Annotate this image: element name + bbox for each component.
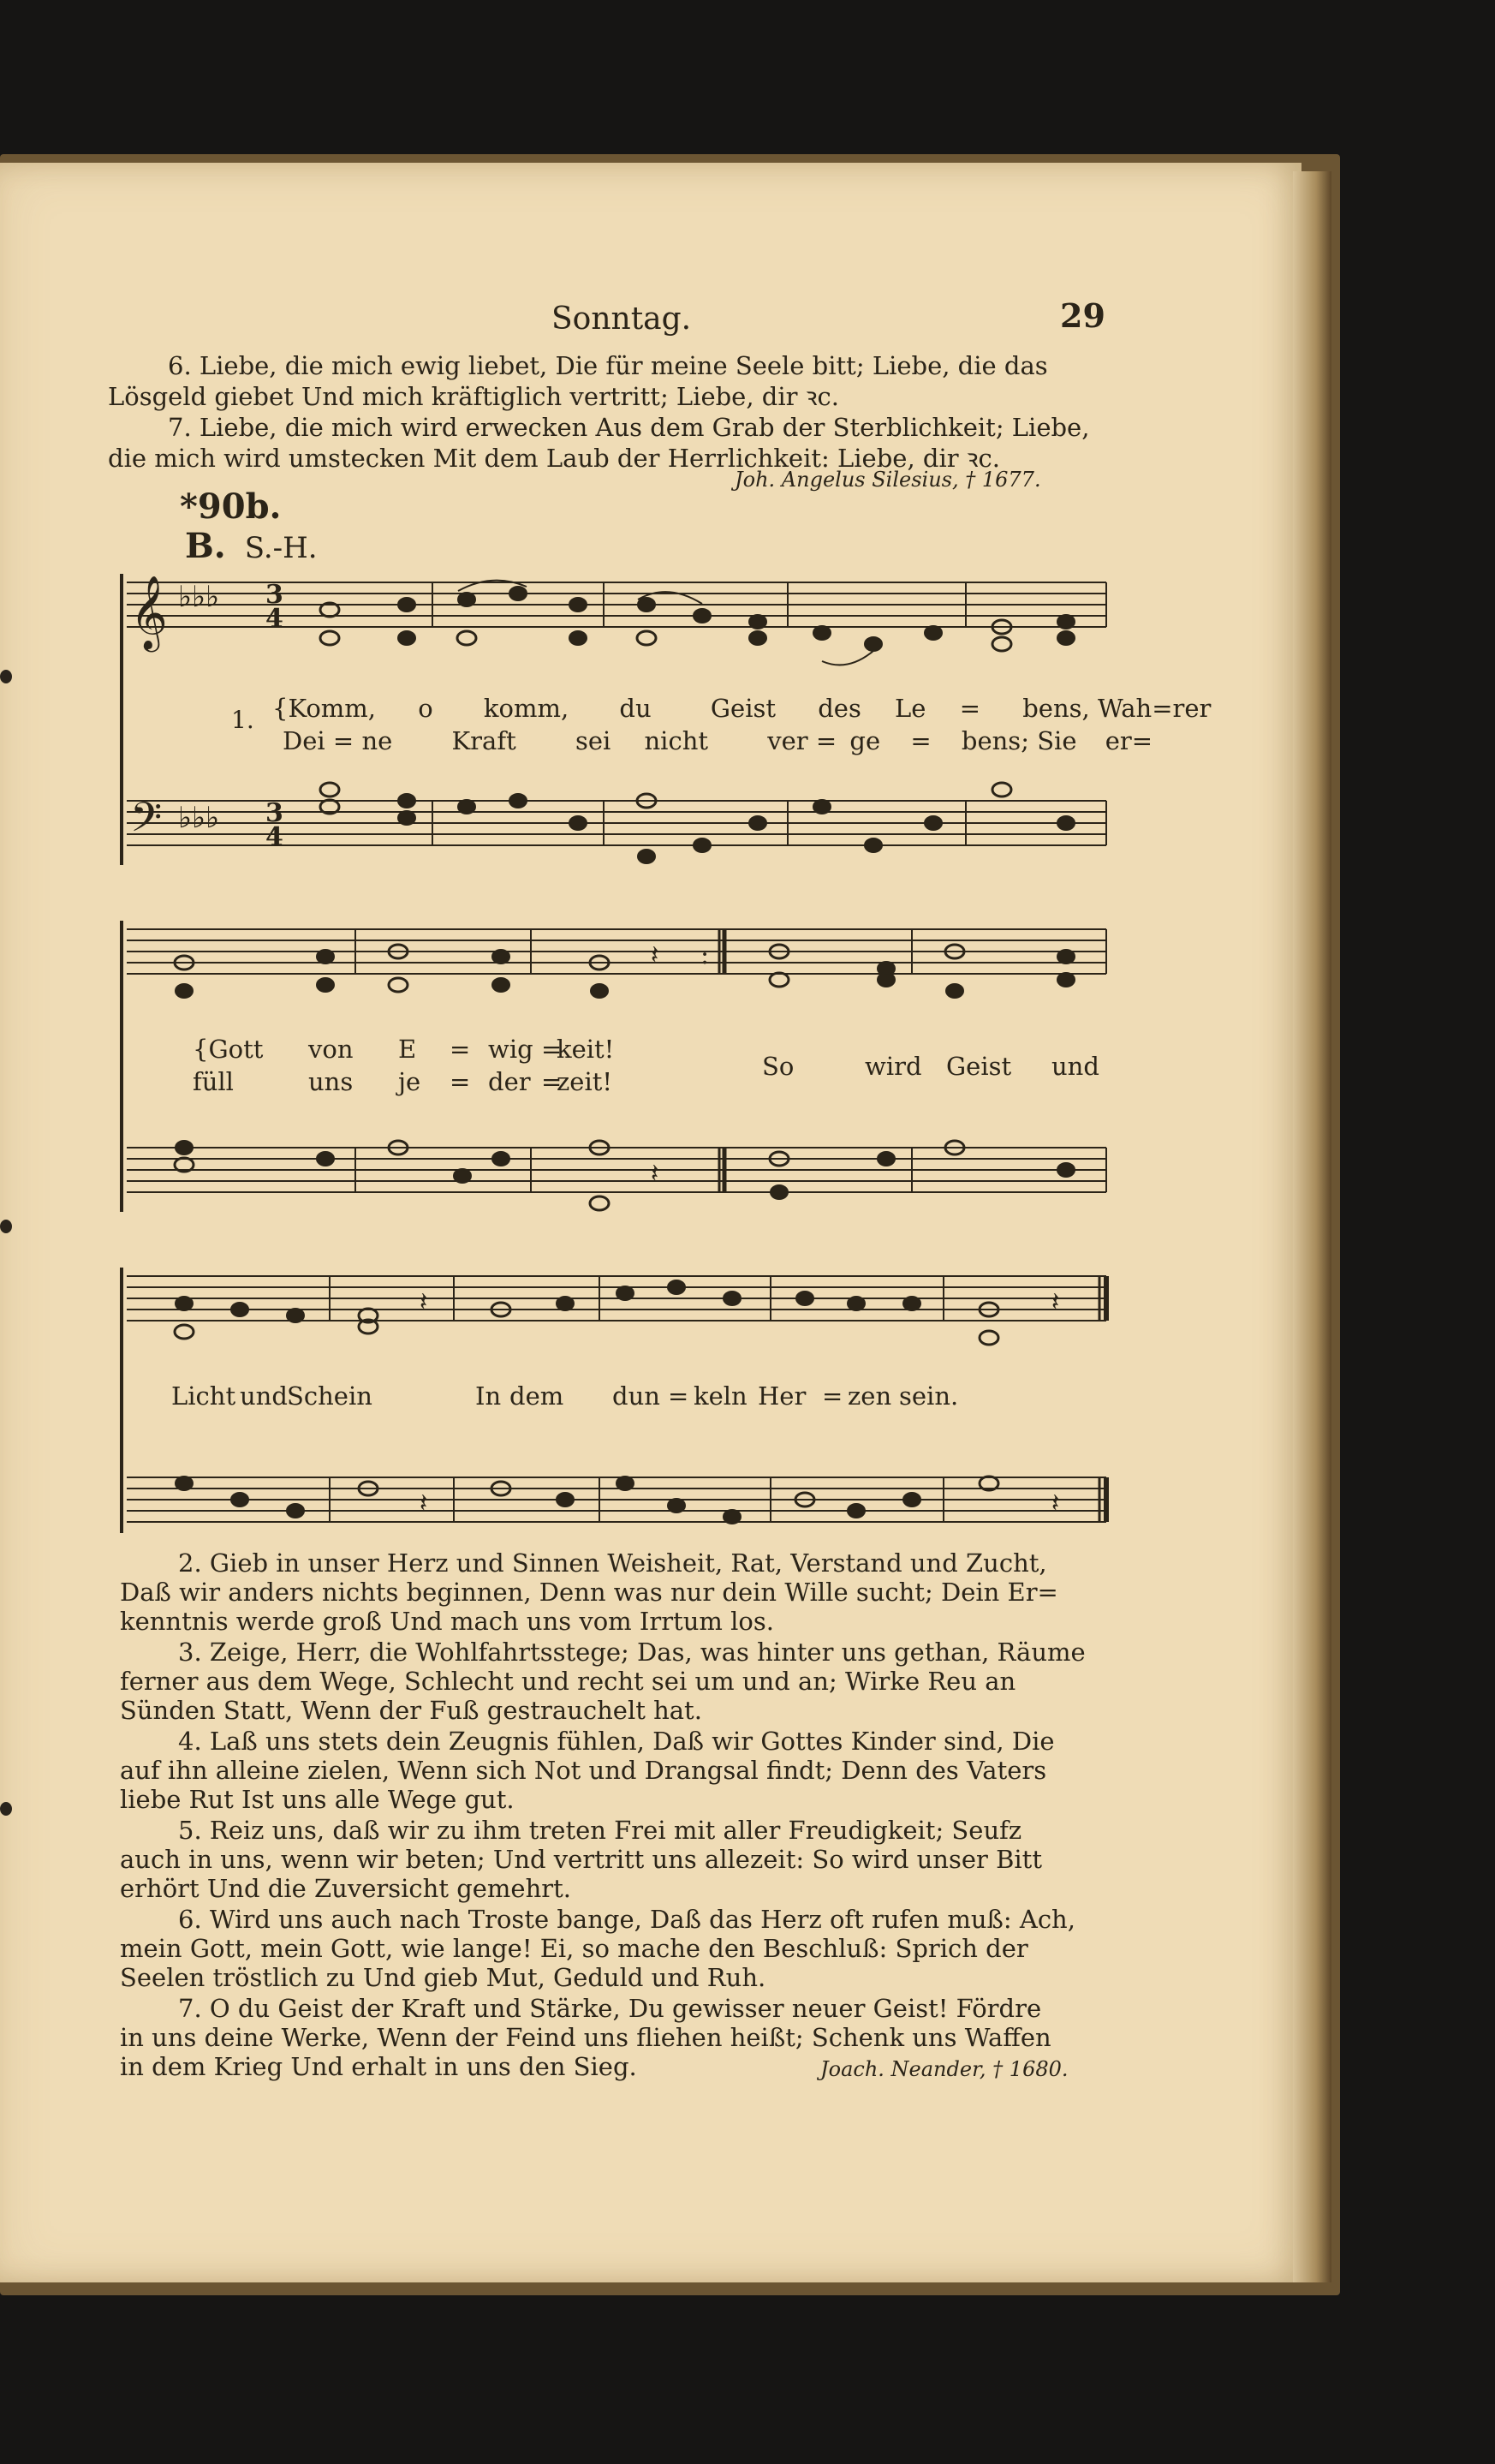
setting-label: S.-H. bbox=[244, 531, 318, 565]
lyric: keln bbox=[694, 1381, 748, 1411]
lyric: der bbox=[488, 1067, 531, 1096]
lyric: Geist bbox=[946, 1052, 1012, 1081]
lyric: Kraft bbox=[451, 726, 516, 755]
rest-icon: 𝄽 bbox=[651, 1159, 659, 1189]
lyric: bens, bbox=[1022, 694, 1090, 723]
time-sig-bottom: 4 bbox=[265, 822, 283, 852]
verse-line: auch in uns, wenn wir beten; Und vertritt uns allezeit: So wird unser Bitt bbox=[120, 1845, 1042, 1874]
time-sig-top: 3 bbox=[265, 580, 283, 610]
lyric: sein. bbox=[899, 1381, 959, 1411]
verse-line: 7. O du Geist der Kraft und Stärke, Du gewisser neuer Geist! Fördre bbox=[178, 1994, 1042, 2023]
lyric: keit! bbox=[557, 1035, 615, 1064]
lyric: In bbox=[475, 1381, 502, 1411]
binding-hole bbox=[0, 670, 12, 683]
lyric: dem bbox=[509, 1381, 564, 1411]
verse-line: Seelen tröstlich zu Und gieb Mut, Geduld und Ruh. bbox=[120, 1963, 766, 1992]
lyric: = bbox=[541, 1035, 563, 1064]
system-3 bbox=[122, 1268, 1106, 1533]
time-sig-bottom: 4 bbox=[265, 604, 283, 634]
lyric: = bbox=[910, 726, 932, 755]
repeat-dots-icon: : bbox=[700, 940, 710, 970]
lyric: ver bbox=[767, 726, 808, 755]
lyric-line-1 bbox=[272, 694, 1211, 723]
verse-line: Sünden Statt, Wenn der Fuß gestrauchelt hat. bbox=[120, 1696, 702, 1725]
lyric: und bbox=[1051, 1052, 1099, 1081]
stanza-1-lyrics bbox=[231, 706, 254, 734]
lyric: ge bbox=[849, 726, 881, 755]
lyric: = bbox=[959, 694, 980, 723]
lyric: = bbox=[815, 726, 837, 755]
lyric: Le bbox=[895, 694, 926, 723]
rest-icon: 𝄽 bbox=[1051, 1287, 1060, 1317]
flat-icon: ♭♭♭ bbox=[178, 801, 220, 835]
binding-hole bbox=[0, 1220, 12, 1233]
verse-line: 6. Liebe, die mich ewig liebet, Die für meine Seele bitt; Liebe, die das bbox=[168, 351, 1048, 380]
rest-icon: 𝄽 bbox=[420, 1489, 428, 1518]
lyric: Schein bbox=[287, 1381, 372, 1411]
verse-line: kenntnis werde groß Und mach uns vom Irrtum los. bbox=[120, 1607, 774, 1636]
page-number: 29 bbox=[1060, 296, 1105, 335]
verse-line: ferner aus dem Wege, Schlecht und recht sei um und an; Wirke Reu an bbox=[120, 1667, 1016, 1696]
verse-line: 4. Laß uns stets dein Zeugnis fühlen, Daß wir Gottes Kinder sind, Die bbox=[178, 1727, 1055, 1756]
flat-icon: ♭♭♭ bbox=[178, 580, 220, 614]
verse-line: 5. Reiz uns, daß wir zu ihm treten Frei mit aller Freudigkeit; Seufz bbox=[178, 1816, 1022, 1845]
verse-line: Lösgeld giebet Und mich kräftiglich vertritt; Liebe, dir ꝛc. bbox=[108, 382, 839, 411]
rest-icon: 𝄽 bbox=[1051, 1489, 1060, 1518]
lyric: des bbox=[818, 694, 861, 723]
lyric: uns bbox=[308, 1067, 354, 1096]
lyric: bens; bbox=[961, 726, 1029, 755]
lyric-line-2 bbox=[283, 726, 1153, 755]
verse-line: auf ihn alleine zielen, Wenn sich Not und Drangsal findt; Denn des Vaters bbox=[120, 1756, 1047, 1785]
verse-line: 6. Wird uns auch nach Troste bange, Daß das Herz oft rufen muß: Ach, bbox=[178, 1905, 1075, 1934]
lyric: Licht bbox=[171, 1381, 236, 1411]
lyric: Geist bbox=[710, 694, 776, 723]
lyric: ne bbox=[361, 726, 393, 755]
lyric: Sie bbox=[1037, 726, 1077, 755]
stanza-2-lyrics bbox=[193, 1035, 1099, 1096]
verse-line: liebe Rut Ist uns alle Wege gut. bbox=[120, 1785, 515, 1814]
bottom-attribution: Joach. Neander, † 1680. bbox=[820, 2057, 1069, 2081]
verse-line: mein Gott, mein Gott, wie lange! Ei, so mache den Beschluß: Sprich der bbox=[120, 1934, 1028, 1963]
verse-line: 3. Zeige, Herr, die Wohlfahrtsstege; Das, was hinter uns gethan, Räume bbox=[178, 1638, 1086, 1667]
verse-line: die mich wird umstecken Mit dem Laub der Herrlichkeit: Liebe, dir ꝛc. bbox=[108, 444, 1000, 473]
rest-icon: 𝄽 bbox=[420, 1287, 428, 1317]
verse-line: in uns deine Werke, Wenn der Feind uns fliehen heißt; Schenk uns Waffen bbox=[120, 2023, 1051, 2052]
time-sig-top: 3 bbox=[265, 798, 283, 828]
hymn-voice bbox=[185, 526, 318, 566]
lyric: und bbox=[240, 1381, 288, 1411]
lyric: = bbox=[450, 1035, 471, 1064]
lyric: E bbox=[398, 1035, 417, 1064]
lyric: nicht bbox=[644, 726, 709, 755]
voice-label: B. bbox=[185, 526, 226, 566]
lyric: du bbox=[619, 694, 652, 723]
lyric: je bbox=[398, 1067, 421, 1096]
verse-line: 7. Liebe, die mich wird erwecken Aus dem Grab der Sterblichkeit; Liebe, bbox=[168, 413, 1090, 442]
lyric: Dei bbox=[283, 726, 325, 755]
lyric: er= bbox=[1105, 726, 1153, 755]
verse-line: 2. Gieb in unser Herz und Sinnen Weisheit, Rat, Verstand und Zucht, bbox=[178, 1548, 1047, 1578]
lyric: = bbox=[450, 1067, 471, 1096]
binding-hole bbox=[0, 1802, 12, 1816]
hymn-number: *90b. bbox=[180, 486, 282, 527]
lyric: So bbox=[762, 1052, 795, 1081]
verse-line: in dem Krieg Und erhalt in uns den Sieg. bbox=[120, 2052, 637, 2081]
lyric: {Gott bbox=[193, 1035, 264, 1064]
system-2 bbox=[122, 921, 1106, 1212]
lyric: = bbox=[541, 1067, 563, 1096]
lyric: komm, bbox=[483, 694, 569, 723]
lyric: o bbox=[418, 694, 433, 723]
lyric: dun bbox=[612, 1381, 660, 1411]
lyric: Her bbox=[758, 1381, 807, 1411]
verse-line: Daß wir anders nichts beginnen, Denn was nur dein Wille sucht; Dein Er= bbox=[120, 1578, 1058, 1607]
page-stack-edge bbox=[1293, 171, 1331, 2282]
verse-line: erhört Und die Zuversicht gemehrt. bbox=[120, 1874, 571, 1903]
lyric: = bbox=[822, 1381, 843, 1411]
lyric: zen bbox=[848, 1381, 892, 1411]
top-attribution: Joh. Angelus Silesius, † 1677. bbox=[735, 468, 1041, 492]
lyric: {Komm, bbox=[272, 694, 377, 723]
lyric: füll bbox=[193, 1067, 234, 1096]
lyric: = bbox=[668, 1381, 689, 1411]
rest-icon: 𝄽 bbox=[651, 940, 659, 970]
lyric: von bbox=[308, 1035, 354, 1064]
treble-clef-icon: 𝄞 bbox=[130, 576, 168, 649]
stanza-3-lyrics bbox=[171, 1381, 958, 1411]
stanza-number: 1. bbox=[231, 706, 254, 734]
lyric: sei bbox=[575, 726, 611, 755]
bass-clef-icon: 𝄢 bbox=[130, 793, 163, 851]
lyric: = bbox=[332, 726, 354, 755]
lyric: zeit! bbox=[557, 1067, 613, 1096]
lyric: wird bbox=[865, 1052, 922, 1081]
lyric: wig bbox=[488, 1035, 533, 1064]
running-head: Sonntag. bbox=[551, 301, 692, 337]
lyric: Wah=rer bbox=[1097, 694, 1212, 723]
